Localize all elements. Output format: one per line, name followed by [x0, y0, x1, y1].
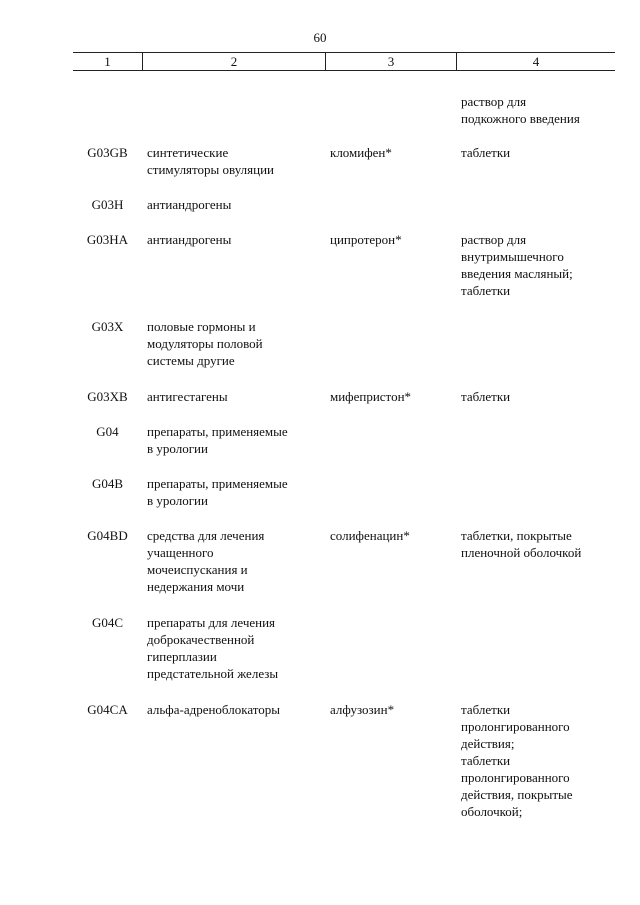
group-name: препараты, применяемые в урологии	[147, 476, 288, 508]
drug-name: кломифен*	[330, 145, 392, 160]
atc-code: G03X	[91, 319, 124, 334]
dosage-form: таблетки, покрытые пленочной оболочкой	[461, 528, 582, 560]
group-name: антигестагены	[147, 389, 228, 404]
atc-code: G03HA	[86, 232, 129, 247]
group-name: половые гормоны и модуляторы половой системы другие	[147, 319, 263, 368]
header-col-1: 1	[104, 54, 111, 69]
dosage-form: таблетки	[461, 389, 511, 404]
group-name: препараты для лечения доброкачественной гиперплазии предстательной железы	[147, 615, 279, 681]
drug-name: ципротерон*	[330, 232, 402, 247]
header-col-3: 3	[325, 53, 456, 70]
atc-code: G03H	[91, 197, 124, 212]
atc-code: G04BD	[87, 528, 128, 543]
dosage-form: раствор для внутримышечного введения масляный; таблетки	[461, 232, 573, 298]
atc-code: G04C	[91, 615, 124, 630]
page-number: 60	[313, 30, 327, 45]
dosage-form: таблетки пролонгированного действия; таблетки пролонгированного действия, покрытые оболочкой;	[461, 702, 573, 819]
group-name: синтетические стимуляторы овуляции	[147, 145, 274, 177]
group-name: средства для лечения учащенного мочеиспускания и недержания мочи	[147, 528, 265, 594]
group-name: альфа-адреноблокаторы	[147, 702, 281, 717]
atc-code: G04	[96, 424, 119, 439]
group-name: антиандрогены	[147, 232, 232, 247]
atc-code: G03XB	[87, 389, 128, 404]
group-name: антиандрогены	[147, 197, 232, 212]
header-col-4: 4	[456, 53, 615, 70]
header-col-2: 2	[142, 53, 325, 70]
drug-name: солифенацин*	[330, 528, 410, 543]
dosage-form: таблетки	[461, 145, 511, 160]
group-name: препараты, применяемые в урологии	[147, 424, 288, 456]
atc-code: G04CA	[87, 702, 128, 717]
atc-code: G03GB	[87, 145, 128, 160]
atc-code: G04B	[91, 476, 124, 491]
table-header	[73, 52, 615, 71]
drug-name: мифепристон*	[330, 389, 412, 404]
drug-name: алфузозин*	[330, 702, 395, 717]
dosage-form: раствор для подкожного введения	[461, 94, 580, 126]
